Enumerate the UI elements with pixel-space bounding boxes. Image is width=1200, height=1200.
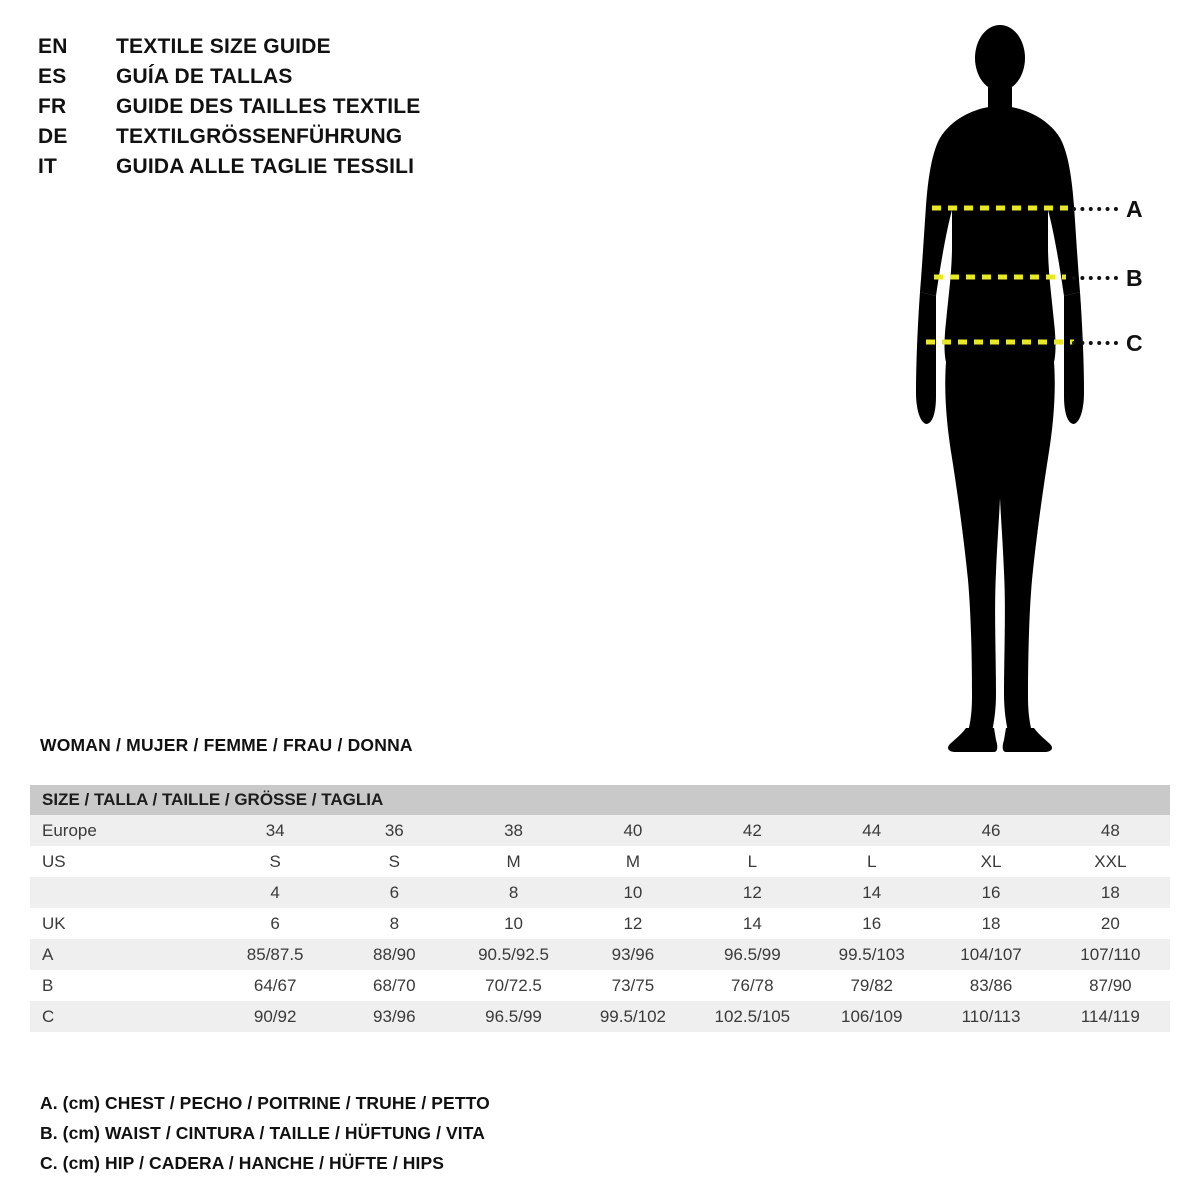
- cell-us-0: S: [269, 851, 281, 871]
- marker-b-leader: [1072, 276, 1118, 280]
- cell-usnum-7: 18: [1100, 882, 1120, 902]
- legend-line-a: A. (cm) CHEST / PECHO / POITRINE / TRUHE / PETTO: [40, 1093, 490, 1113]
- row-label-uk: UK: [42, 913, 66, 933]
- cell-usnum-3: 10: [623, 882, 643, 902]
- cell-us-4: L: [747, 851, 758, 871]
- cell-b-6: 83/86: [969, 975, 1013, 995]
- title-row-es: [38, 62, 558, 92]
- title-text-de: TEXTILGRÖSSENFÜHRUNG: [116, 125, 403, 148]
- cell-b-7: 87/90: [1089, 975, 1132, 995]
- title-row-it: [38, 152, 558, 182]
- size-table-header-row: [30, 785, 1170, 815]
- row-label-europe: Europe: [42, 820, 97, 840]
- cell-b-4: 76/78: [731, 975, 774, 995]
- cell-a-0: 85/87.5: [246, 944, 304, 964]
- cell-a-5: 99.5/103: [838, 944, 905, 964]
- cell-usnum-6: 16: [981, 882, 1001, 902]
- cell-a-7: 107/110: [1080, 944, 1141, 964]
- cell-uk-3: 12: [623, 913, 643, 933]
- cell-uk-0: 6: [270, 913, 280, 933]
- title-text-en: TEXTILE SIZE GUIDE: [116, 35, 331, 58]
- cell-usnum-4: 12: [742, 882, 762, 902]
- cell-uk-6: 18: [981, 913, 1001, 933]
- legend-line-c: C. (cm) HIP / CADERA / HANCHE / HÜFTE / HIPS: [40, 1153, 445, 1173]
- cell-europe-2: 38: [504, 820, 523, 840]
- title-lang-en: EN: [38, 35, 68, 58]
- cell-b-0: 64/67: [253, 975, 297, 995]
- cell-a-2: 90.5/92.5: [478, 944, 549, 964]
- row-label-c: C: [42, 1006, 55, 1026]
- cell-c-3: 99.5/102: [599, 1006, 667, 1026]
- table-row: [30, 939, 1170, 970]
- cell-europe-7: 48: [1100, 820, 1120, 840]
- cell-europe-6: 46: [981, 820, 1001, 840]
- cell-c-1: 93/96: [373, 1006, 416, 1026]
- measurement-legend: [40, 1088, 740, 1178]
- table-row: [30, 1001, 1170, 1032]
- cell-uk-7: 20: [1100, 913, 1120, 933]
- marker-a-leader: [1072, 207, 1118, 211]
- cell-c-7: 114/119: [1080, 1006, 1140, 1026]
- cell-europe-1: 36: [384, 820, 404, 840]
- cell-a-3: 93/96: [611, 944, 655, 964]
- title-lang-es: ES: [38, 65, 67, 88]
- row-label-a: A: [42, 944, 54, 964]
- table-row: [30, 846, 1170, 877]
- cell-usnum-0: 4: [270, 882, 280, 902]
- cell-europe-3: 40: [623, 820, 643, 840]
- title-lang-it: IT: [38, 155, 58, 178]
- legend-line-b: B. (cm) WAIST / CINTURA / TAILLE / HÜFTUNG / VITA: [40, 1123, 485, 1143]
- size-table-header-cell: SIZE / TALLA / TAILLE / GRÖSSE / TAGLIA: [30, 785, 1170, 815]
- cell-b-1: 68/70: [373, 975, 416, 995]
- cell-us-6: XL: [980, 851, 1002, 871]
- cell-europe-5: 44: [862, 820, 882, 840]
- cell-us-2: M: [506, 851, 521, 871]
- cell-us-1: S: [388, 851, 400, 871]
- row-label-b: B: [42, 975, 54, 995]
- title-row-en: [38, 32, 558, 62]
- size-table-head: [30, 785, 1170, 815]
- cell-us-7: XXL: [1094, 851, 1127, 871]
- table-row: [30, 970, 1170, 1001]
- female-silhouette-icon: [860, 10, 1190, 770]
- marker-c-label: C: [1126, 329, 1143, 356]
- cell-uk-2: 10: [504, 913, 523, 933]
- cell-c-4: 102.5/105: [714, 1006, 791, 1026]
- cell-a-4: 96.5/99: [723, 944, 781, 964]
- title-row-fr: [38, 92, 558, 122]
- table-row: [30, 815, 1170, 846]
- size-table: [30, 785, 1170, 1032]
- cell-uk-5: 16: [862, 913, 882, 933]
- cell-c-6: 110/113: [961, 1006, 1021, 1026]
- cell-us-3: M: [625, 851, 640, 871]
- row-label-us: US: [42, 851, 66, 871]
- cell-c-5: 106/109: [840, 1006, 903, 1026]
- marker-b: [1072, 264, 1143, 291]
- title-block: [38, 32, 558, 182]
- cell-c-2: 96.5/99: [485, 1006, 542, 1026]
- title-text-fr: GUIDE DES TAILLES TEXTILE: [116, 95, 421, 118]
- body-figure: [860, 10, 1190, 770]
- size-table-body: [30, 815, 1170, 1032]
- cell-europe-0: 34: [265, 820, 285, 840]
- cell-b-2: 70/72.5: [485, 975, 542, 995]
- table-row: [30, 877, 1170, 908]
- title-lang-fr: FR: [38, 95, 67, 118]
- cell-usnum-2: 8: [508, 882, 519, 902]
- cell-b-3: 73/75: [611, 975, 655, 995]
- marker-b-label: B: [1126, 264, 1143, 291]
- marker-a: [1072, 195, 1143, 222]
- cell-us-5: L: [866, 851, 877, 871]
- table-row: [30, 908, 1170, 939]
- title-text-es: GUÍA DE TALLAS: [116, 65, 293, 88]
- cell-usnum-1: 6: [389, 882, 400, 902]
- title-row-de: [38, 122, 558, 152]
- marker-a-label: A: [1126, 195, 1143, 222]
- cell-a-1: 88/90: [373, 944, 416, 964]
- section-caption: WOMAN / MUJER / FEMME / FRAU / DONNA: [40, 735, 413, 755]
- cell-c-0: 90/92: [253, 1006, 297, 1026]
- cell-europe-4: 42: [742, 820, 762, 840]
- cell-b-5: 79/82: [850, 975, 893, 995]
- row-label-us-numeric: [30, 877, 216, 908]
- marker-c: [1072, 329, 1143, 356]
- cell-a-6: 104/107: [960, 944, 1022, 964]
- marker-c-leader: [1072, 341, 1118, 345]
- cell-uk-1: 8: [389, 913, 400, 933]
- cell-uk-4: 14: [742, 913, 762, 933]
- title-lang-de: DE: [38, 125, 68, 148]
- title-text-it: GUIDA ALLE TAGLIE TESSILI: [116, 155, 415, 178]
- cell-usnum-5: 14: [862, 882, 882, 902]
